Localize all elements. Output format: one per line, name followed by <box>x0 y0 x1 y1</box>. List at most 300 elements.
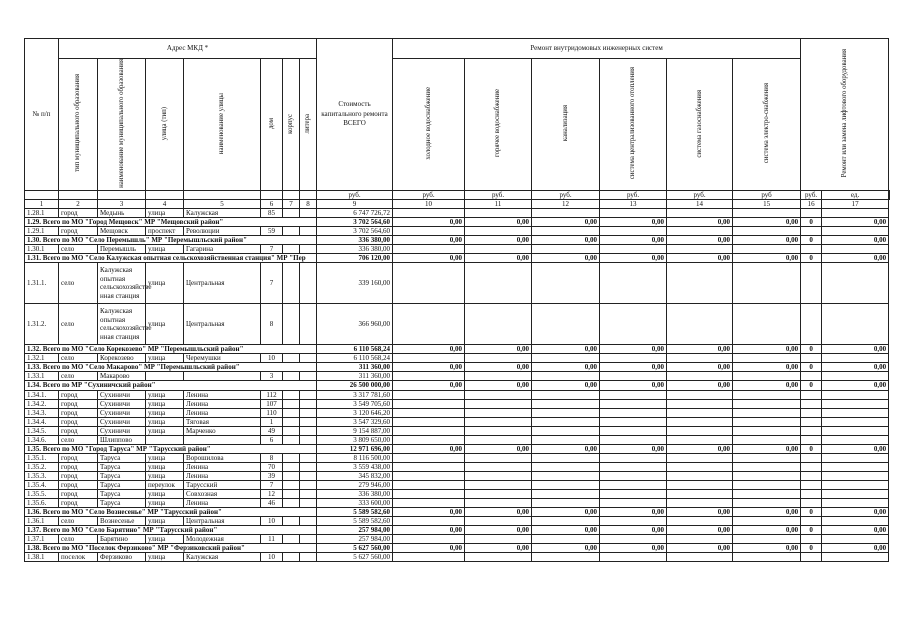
unit-cell: руб. <box>667 190 733 199</box>
table-row <box>25 304 890 345</box>
row-number: 1.35.4. <box>25 480 59 489</box>
house-number: 10 <box>261 553 283 562</box>
hot-water-header: горячее водоснабжение <box>465 59 532 191</box>
municipality-type: город <box>59 408 98 417</box>
subtotal-label: 1.36. Всего по МО "Село Вознесенье" МР "Тарусский район" <box>25 508 317 517</box>
lift-cost-cell: 0,00 <box>822 363 889 372</box>
row-number: 1.29.1 <box>25 227 59 236</box>
system-cost-cell: 0,00 <box>532 508 600 517</box>
cost-cell: 12 971 696,00 <box>317 444 393 453</box>
row-number: 1.34.3. <box>25 408 59 417</box>
table-row <box>25 417 890 426</box>
cost-cell: 311 360,00 <box>317 363 393 372</box>
municipality-type: село <box>59 245 98 254</box>
lift-units-cell: 0 <box>801 218 822 227</box>
house-header: дом <box>261 59 283 191</box>
system-cost-cell: 0,00 <box>667 444 733 453</box>
cost-cell: 345 832,00 <box>317 471 393 480</box>
municipality-name: Таруса <box>98 499 146 508</box>
street-name: Тяговая <box>184 417 261 426</box>
street-type: улица <box>146 535 184 544</box>
row-number: 1.34.4. <box>25 417 59 426</box>
system-cost-cell: 0,00 <box>600 236 667 245</box>
municipality-type: город <box>59 399 98 408</box>
col-number: 1 <box>25 199 59 208</box>
row-number: 1.33.1 <box>25 372 59 381</box>
subtotal-row <box>25 544 890 553</box>
municipality-name: Таруса <box>98 490 146 499</box>
lift-cost-cell: 0,00 <box>822 544 889 553</box>
system-cost-cell: 0,00 <box>667 254 733 263</box>
municipality-type: село <box>59 372 98 381</box>
municipality-type: село <box>59 535 98 544</box>
cost-cell: 257 984,00 <box>317 535 393 544</box>
municipality-type: село <box>59 354 98 363</box>
row-number: 1.31.2. <box>25 304 59 345</box>
building-cell <box>283 208 300 217</box>
cost-cell: 5 589 582,60 <box>317 517 393 526</box>
letter-cell <box>300 426 317 435</box>
row-number: 1.32.1 <box>25 354 59 363</box>
system-cost-cell: 0,00 <box>393 363 465 372</box>
cost-cell: 6 110 568,24 <box>317 345 393 354</box>
cost-cell: 5 589 582,60 <box>317 508 393 517</box>
row-number: 1.35.3. <box>25 471 59 480</box>
cost-cell: 706 120,00 <box>317 254 393 263</box>
lift-cost-cell: 0,00 <box>822 526 889 535</box>
subtotal-row <box>25 526 890 535</box>
system-cost-cell: 0,00 <box>667 381 733 390</box>
building-cell <box>283 517 300 526</box>
system-cost-cell: 0,00 <box>532 254 600 263</box>
table-row <box>25 426 890 435</box>
lift-cost-cell: 0,00 <box>822 381 889 390</box>
municipality-name: Таруса <box>98 471 146 480</box>
street-type: улица <box>146 553 184 562</box>
municipality-type: село <box>59 517 98 526</box>
cost-cell: 5 627 560,00 <box>317 544 393 553</box>
building-cell <box>283 417 300 426</box>
col-number: 14 <box>667 199 733 208</box>
municipality-type: город <box>59 462 98 471</box>
street-name: Центральная <box>184 517 261 526</box>
municipality-name: Барятино <box>98 535 146 544</box>
lift-units-cell: 0 <box>801 363 822 372</box>
municipality-name: Мещовск <box>98 227 146 236</box>
municipality-name: Ферзиково <box>98 553 146 562</box>
house-number: 1 <box>261 417 283 426</box>
system-cost-cell: 0,00 <box>600 363 667 372</box>
cost-cell: 336 380,00 <box>317 245 393 254</box>
system-cost-cell: 0,00 <box>393 345 465 354</box>
letter-cell <box>300 263 317 304</box>
cost-cell: 3 120 646,20 <box>317 408 393 417</box>
system-cost-cell: 0,00 <box>465 254 532 263</box>
row-number: 1.34.6. <box>25 435 59 444</box>
system-cost-cell: 0,00 <box>532 544 600 553</box>
street-name: Революции <box>184 227 261 236</box>
street-name: Черемушки <box>184 354 261 363</box>
systems-group-header: Ремонт внутридомовых инженерных систем <box>393 39 801 59</box>
lift-header-text: Ремонт или замена лифтового оборудования <box>840 49 848 178</box>
cost-cell: 6 110 568,24 <box>317 354 393 363</box>
letter-cell <box>300 553 317 562</box>
table-row <box>25 499 890 508</box>
system-cost-cell: 0,00 <box>465 381 532 390</box>
system-cost-cell: 0,00 <box>733 381 801 390</box>
col-number: 6 <box>261 199 283 208</box>
system-cost-cell: 0,00 <box>667 363 733 372</box>
street-type: проспект <box>146 227 184 236</box>
subtotal-row <box>25 218 890 227</box>
units-row <box>25 190 890 199</box>
building-cell <box>283 304 300 345</box>
municipality-name: Калужская опытная сельскохозяйстве нная станция <box>98 263 146 304</box>
municipality-name: Таруса <box>98 453 146 462</box>
letter-cell <box>300 535 317 544</box>
lift-units-cell: 0 <box>801 254 822 263</box>
house-number: 8 <box>261 453 283 462</box>
house-number: 12 <box>261 490 283 499</box>
cost-cell: 9 154 887,00 <box>317 426 393 435</box>
cost-cell: 5 627 560,00 <box>317 553 393 562</box>
system-cost-cell: 0,00 <box>532 363 600 372</box>
row-number: 1.38.1 <box>25 553 59 562</box>
house-number: 59 <box>261 227 283 236</box>
street-type: улица <box>146 462 184 471</box>
subtotal-row <box>25 254 890 263</box>
letter-cell <box>300 390 317 399</box>
lift-cost-cell: 0,00 <box>822 345 889 354</box>
mtype-header: тип муниципального образования <box>59 59 98 191</box>
house-number: 110 <box>261 408 283 417</box>
table-header <box>25 39 890 209</box>
col-number: 12 <box>532 199 600 208</box>
lift-units-cell: 0 <box>801 544 822 553</box>
cost-cell: 339 160,00 <box>317 263 393 304</box>
letter-cell <box>300 227 317 236</box>
letter-cell <box>300 304 317 345</box>
cost-cell: 6 747 726,72 <box>317 208 393 217</box>
system-cost-cell: 0,00 <box>600 218 667 227</box>
subtotal-row <box>25 444 890 453</box>
col-number: 16 <box>801 199 822 208</box>
street-name: Ленина <box>184 471 261 480</box>
system-cost-cell: 0,00 <box>465 363 532 372</box>
system-cost-cell: 0,00 <box>733 363 801 372</box>
system-cost-cell: 0,00 <box>733 218 801 227</box>
street-name: Калужская <box>184 553 261 562</box>
table-row <box>25 408 890 417</box>
row-number: 1.35.5. <box>25 490 59 499</box>
document-sheet <box>24 38 890 604</box>
house-number: 8 <box>261 304 283 345</box>
unit-cell: руб. <box>600 190 667 199</box>
street-name: Центральная <box>184 263 261 304</box>
table-row <box>25 553 890 562</box>
municipality-name: Сухиничи <box>98 408 146 417</box>
street-name: Центральная <box>184 304 261 345</box>
municipality-type: село <box>59 263 98 304</box>
house-number: 6 <box>261 435 283 444</box>
municipality-name: Сухиничи <box>98 399 146 408</box>
building-cell <box>283 263 300 304</box>
col-number: 4 <box>146 199 184 208</box>
system-cost-cell: 0,00 <box>532 218 600 227</box>
building-cell <box>283 435 300 444</box>
table-row <box>25 399 890 408</box>
municipality-name: Перемышль <box>98 245 146 254</box>
street-type: улица <box>146 426 184 435</box>
system-cost-cell: 0,00 <box>532 345 600 354</box>
col-number: 7 <box>283 199 300 208</box>
system-cost-cell: 0,00 <box>667 345 733 354</box>
subtotal-label: 1.35. Всего по МО "Город Таруса" МР "Тарусский район" <box>25 444 317 453</box>
street-name: Гагарина <box>184 245 261 254</box>
street-name: Марченко <box>184 426 261 435</box>
house-number: 39 <box>261 471 283 480</box>
cost-cell: 3 809 650,00 <box>317 435 393 444</box>
system-cost-cell: 0,00 <box>465 544 532 553</box>
municipality-type: город <box>59 426 98 435</box>
street-name: Молодежная <box>184 535 261 544</box>
municipality-name: Таруса <box>98 462 146 471</box>
house-number: 107 <box>261 399 283 408</box>
municipality-type: город <box>59 471 98 480</box>
municipality-name: Шлиппово <box>98 435 146 444</box>
street-name: Тарусский <box>184 480 261 489</box>
municipality-name: Вознесенье <box>98 517 146 526</box>
system-cost-cell: 0,00 <box>733 254 801 263</box>
building-cell <box>283 535 300 544</box>
letter-cell <box>300 354 317 363</box>
row-number: 1.36.1 <box>25 517 59 526</box>
cost-cell: 336 380,00 <box>317 236 393 245</box>
system-cost-cell: 0,00 <box>465 218 532 227</box>
house-number: 85 <box>261 208 283 217</box>
municipality-name: Таруса <box>98 480 146 489</box>
house-number: 7 <box>261 245 283 254</box>
house-number: 70 <box>261 462 283 471</box>
mname-header: наименование муниципального образования <box>98 59 146 191</box>
table-row <box>25 490 890 499</box>
street-name: Ленина <box>184 390 261 399</box>
col-number: 17 <box>822 199 889 208</box>
col-number: 11 <box>465 199 532 208</box>
street-name: Ленина <box>184 499 261 508</box>
table-row <box>25 208 890 217</box>
table-body <box>25 208 890 561</box>
street-type: улица <box>146 399 184 408</box>
building-cell <box>283 227 300 236</box>
system-cost-cell: 0,00 <box>600 544 667 553</box>
system-cost-cell: 0,00 <box>667 236 733 245</box>
building-cell <box>283 390 300 399</box>
building-cell <box>283 490 300 499</box>
cost-cell: 8 116 500,00 <box>317 453 393 462</box>
table-row <box>25 263 890 304</box>
system-cost-cell: 0,00 <box>393 544 465 553</box>
letter-cell <box>300 435 317 444</box>
system-cost-cell: 0,00 <box>532 381 600 390</box>
unit-cell <box>889 190 890 199</box>
building-cell <box>283 354 300 363</box>
municipality-type: город <box>59 227 98 236</box>
cost-cell: 333 600,00 <box>317 499 393 508</box>
row-number: 1.34.5. <box>25 426 59 435</box>
street-name: Калужская <box>184 208 261 217</box>
letter-cell <box>300 453 317 462</box>
building-cell <box>283 372 300 381</box>
repair-program-table <box>24 38 890 562</box>
letter-cell <box>300 208 317 217</box>
municipality-type: город <box>59 480 98 489</box>
address-group-header: Адрес МКД * <box>59 39 317 59</box>
municipality-type: город <box>59 499 98 508</box>
building-cell <box>283 453 300 462</box>
street-type: улица <box>146 245 184 254</box>
subtotal-label: 1.33. Всего по МО "Село Макарово" МР "Перемышльский район" <box>25 363 317 372</box>
lift-cost-cell: 0,00 <box>822 236 889 245</box>
street-type <box>146 435 184 444</box>
system-cost-cell: 0,00 <box>600 508 667 517</box>
municipality-name: Сухиничи <box>98 426 146 435</box>
system-cost-cell: 0,00 <box>532 236 600 245</box>
cost-cell: 366 960,00 <box>317 304 393 345</box>
table-row <box>25 453 890 462</box>
street-name: Ленина <box>184 399 261 408</box>
house-number: 10 <box>261 517 283 526</box>
subtotal-label: 1.34. Всего по МР "Сухиничский район" <box>25 381 317 390</box>
col-number: 10 <box>393 199 465 208</box>
lift-cost-cell: 0,00 <box>822 508 889 517</box>
street-type: улица <box>146 390 184 399</box>
system-cost-cell: 0,00 <box>600 444 667 453</box>
system-cost-cell: 0,00 <box>600 345 667 354</box>
col-number: 3 <box>98 199 146 208</box>
subheader-row <box>25 59 890 191</box>
building-cell <box>283 399 300 408</box>
street-type: улица <box>146 499 184 508</box>
municipality-type: город <box>59 453 98 462</box>
cost-cell: 3 702 564,60 <box>317 227 393 236</box>
street-type: улица <box>146 453 184 462</box>
house-number: 11 <box>261 535 283 544</box>
building-cell <box>283 471 300 480</box>
subtotal-row <box>25 345 890 354</box>
building-cell <box>283 499 300 508</box>
municipality-name: Сухиничи <box>98 390 146 399</box>
street-name: Ленина <box>184 462 261 471</box>
street-type: улица <box>146 471 184 480</box>
system-cost-cell: 0,00 <box>393 218 465 227</box>
col-number: 8 <box>300 199 317 208</box>
system-cost-cell: 0,00 <box>393 444 465 453</box>
subtotal-row <box>25 363 890 372</box>
row-number: 1.37.1 <box>25 535 59 544</box>
building-cell <box>283 462 300 471</box>
unit-cell: руб. <box>317 190 393 199</box>
street-type: улица <box>146 354 184 363</box>
row-number: 1.35.1. <box>25 453 59 462</box>
street-type: переулок <box>146 480 184 489</box>
cost-cell: 257 984,00 <box>317 526 393 535</box>
unit-cell: ед. <box>822 190 889 199</box>
lift-cost-cell: 0,00 <box>822 444 889 453</box>
lift-units-cell: 0 <box>801 444 822 453</box>
system-cost-cell: 0,00 <box>733 345 801 354</box>
system-cost-cell: 0,00 <box>465 236 532 245</box>
heating-header: система централизованного отопления <box>600 59 667 191</box>
municipality-name: Медынь <box>98 208 146 217</box>
subtotal-label: 1.38. Всего по МО "Поселок Ферзиково" МР "Ферзиковский район" <box>25 544 317 553</box>
street-type: улица <box>146 490 184 499</box>
house-number: 49 <box>261 426 283 435</box>
sname-header: наименование улицы <box>184 59 261 191</box>
unit-cell: руб <box>733 190 801 199</box>
street-type: улица <box>146 517 184 526</box>
lift-units-cell: 0 <box>801 236 822 245</box>
table-row <box>25 372 890 381</box>
table-row <box>25 517 890 526</box>
letter-cell <box>300 462 317 471</box>
col-number: 5 <box>184 199 261 208</box>
unit-cell: руб. <box>532 190 600 199</box>
subtotal-label: 1.32. Всего по МО "Село Корекозево" МР "Перемышльский район" <box>25 345 317 354</box>
cost-cell: 26 500 000,00 <box>317 381 393 390</box>
cost-cell: 3 547 329,60 <box>317 417 393 426</box>
building-cell <box>283 553 300 562</box>
row-number: 1.30.1 <box>25 245 59 254</box>
letter-cell <box>300 471 317 480</box>
house-number: 3 <box>261 372 283 381</box>
lift-units-cell: 0 <box>801 526 822 535</box>
unit-cell: руб. <box>465 190 532 199</box>
system-cost-cell: 0,00 <box>600 381 667 390</box>
system-cost-cell: 0,00 <box>667 526 733 535</box>
cost-cell: 336 380,00 <box>317 490 393 499</box>
system-cost-cell: 0,00 <box>667 508 733 517</box>
system-cost-cell: 0,00 <box>393 236 465 245</box>
street-type: улица <box>146 417 184 426</box>
system-cost-cell: 0,00 <box>393 381 465 390</box>
letter-cell <box>300 490 317 499</box>
row-number: 1.35.2. <box>25 462 59 471</box>
col-num-header: № п/п <box>25 39 59 191</box>
system-cost-cell: 0,00 <box>667 218 733 227</box>
electric-header: система электро-снабжения <box>733 59 801 191</box>
house-number: 112 <box>261 390 283 399</box>
system-cost-cell: 0,00 <box>733 544 801 553</box>
letter-cell <box>300 417 317 426</box>
table-row <box>25 535 890 544</box>
col-number: 13 <box>600 199 667 208</box>
letter-cell <box>300 245 317 254</box>
municipality-type: город <box>59 208 98 217</box>
row-number: 1.34.2. <box>25 399 59 408</box>
subtotal-label: 1.30. Всего по МО "Село Перемышль" МР "Перемышльский район" <box>25 236 317 245</box>
table-row <box>25 480 890 489</box>
cold-water-header: холодное водоснабжение <box>393 59 465 191</box>
lift-units-cell: 0 <box>801 381 822 390</box>
table-row <box>25 462 890 471</box>
unit-cell: руб. <box>393 190 465 199</box>
street-name: Совхозная <box>184 490 261 499</box>
subtotal-row <box>25 236 890 245</box>
municipality-type: город <box>59 417 98 426</box>
lift-cost-cell: 0,00 <box>822 254 889 263</box>
lift-cost-cell: 0,00 <box>822 218 889 227</box>
